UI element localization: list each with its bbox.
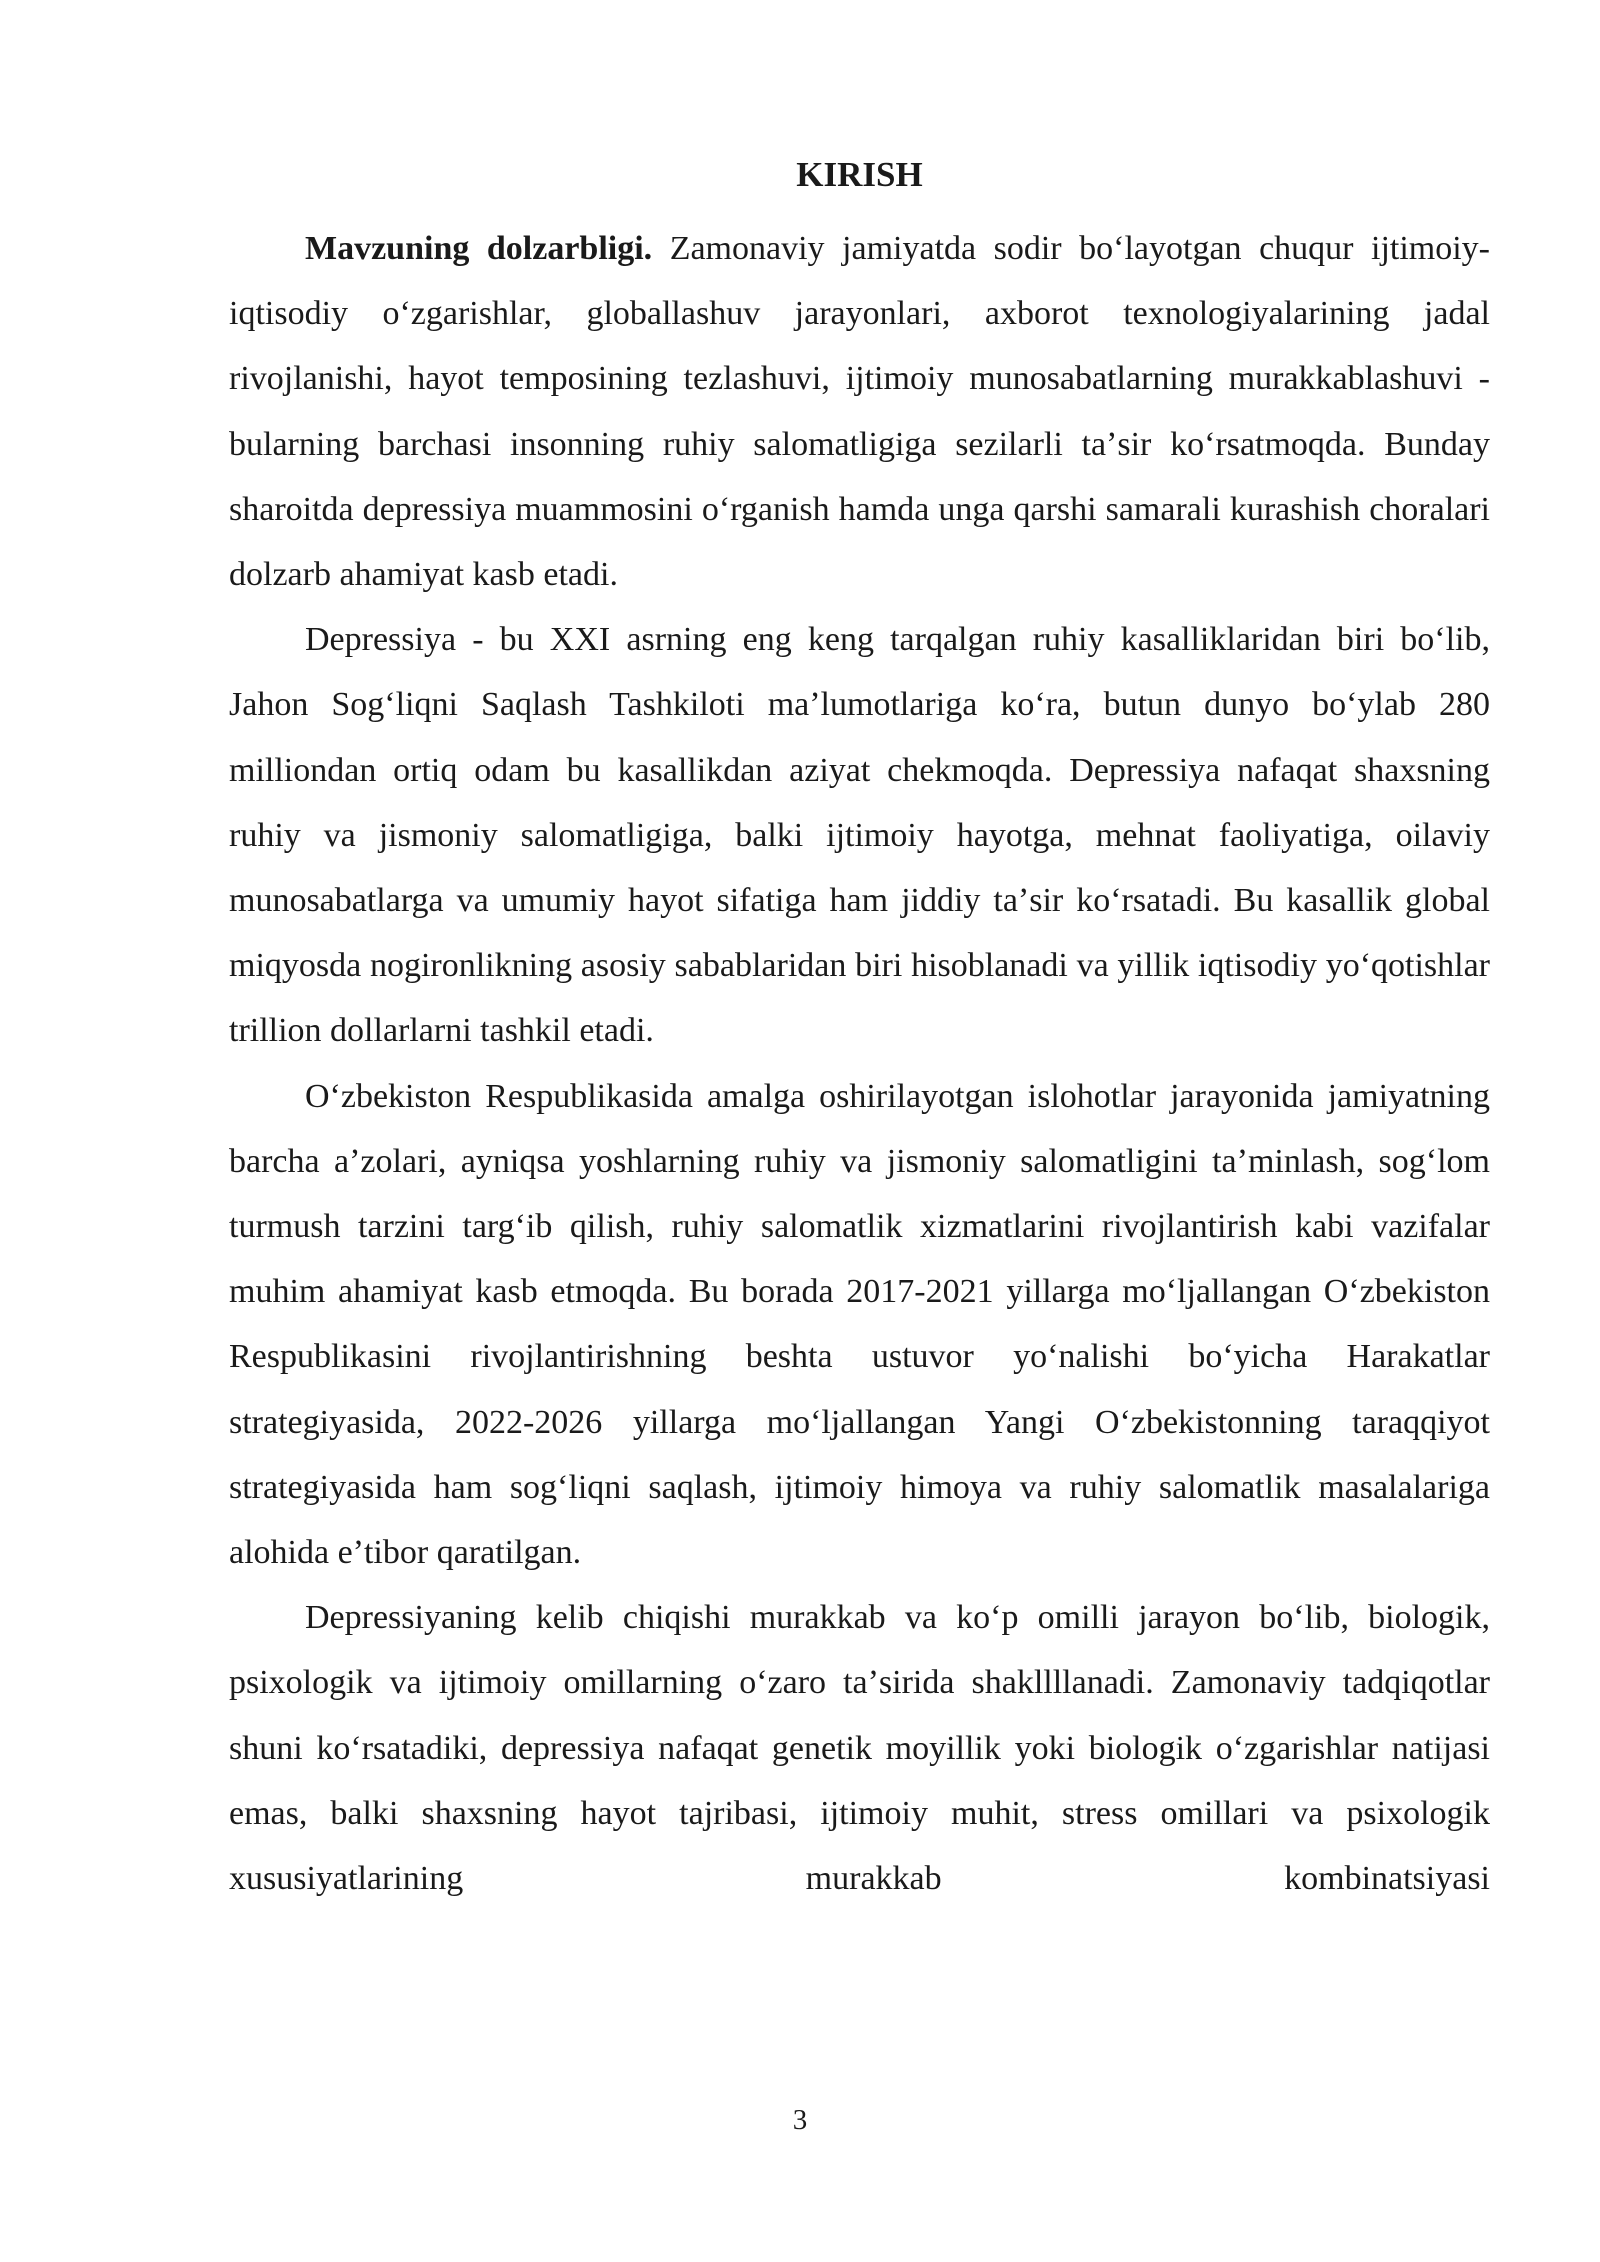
section-title: KIRISH xyxy=(796,155,923,194)
document-page xyxy=(229,150,1490,1911)
paragraph-depression-stats: Depressiya - bu XXI asrning eng keng tarqalgan ruhiy kasalliklaridan biri boʻlib, Jahon Sogʻliqni Saqlash Tashkiloti maʼlumotlariga koʻra, butun dunyo boʻylab 280 milliondan ortiq odam bu kasallikdan aziyat chekmoqda. Depressiya nafaqat shaxsning ruhiy va jismoniy salomatligiga, balki ijtimoiy hayotga, mehnat faoliyatiga, oilaviy munosabatlarga va umumiy hayot sifatiga ham jiddiy taʼsir koʻrsatadi. Bu kasallik global miqyosda nogironlikning asosiy sabablaridan biri hisoblanadi va yillik iqtisodiy yoʻqotishlar trillion dollarlarni tashkil etadi. xyxy=(229,621,1490,1050)
paragraph-lead: Mavzuning dolzarbligi. xyxy=(305,230,653,267)
page-number: 3 xyxy=(792,2104,808,2136)
paragraph-uzbekistan-reforms: Oʻzbekiston Respublikasida amalga oshirilayotgan islohotlar jarayonida jamiyatning barcha aʼzolari, ayniqsa yoshlarning ruhiy va jismoniy salomatligini taʼminlash, sogʻlom turmush tarzini targʻib qilish, ruhiy salomatlik xizmatlarini rivojlantirish kabi vazifalar muhim ahamiyat kasb etmoqda. Bu borada 2017-2021 yillarga moʻljallangan Oʻzbekiston Respublikasini rivojlantirishning beshta ustuvor yoʻnalishi boʻyicha Harakatlar strategiyasida, 2022-2026 yillarga moʻljallangan Yangi Oʻzbekistonning taraqqiyot strategiyasida ham sogʻliqni saqlash, ijtimoiy himoya va ruhiy salomatlik masalalariga alohida eʼtibor qaratilgan. xyxy=(229,1077,1490,1572)
paragraph-text: Zamonaviy jamiyatda sodir boʻlayotgan chuqur ijtimoiy-iqtisodiy oʻzgarishlar, globallashuv jarayonlari, axborot texnologiyalarining jadal rivojlanishi, hayot temposining tezlashuvi, ijtimoiy munosabatlarning murakkablashuvi - bularning barchasi insonning ruhiy salomatligiga sezilarli taʼsir koʻrsatmoqda. Bunday sharoitda depressiya muammosini oʻrganish hamda unga qarshi samarali kurashish choralari dolzarb ahamiyat kasb etadi. xyxy=(229,230,1491,594)
paragraph-depression-origins: Depressiyaning kelib chiqishi murakkab va koʻp omilli jarayon boʻlib, biologik, psixologik va ijtimoiy omillarning oʻzaro taʼsirida shakllllanadi. Zamonaviy tadqiqotlar shuni koʻrsatadiki, depressiya nafaqat genetik moyillik yoki biologik oʻzgarishlar natijasi emas, balki shaxsning hayot tajribasi, ijtimoiy muhit, stress omillari va psixologik xususiyatlarining murakkab kombinatsiyasi xyxy=(229,1599,1490,1898)
paragraph-relevance xyxy=(229,216,1490,607)
